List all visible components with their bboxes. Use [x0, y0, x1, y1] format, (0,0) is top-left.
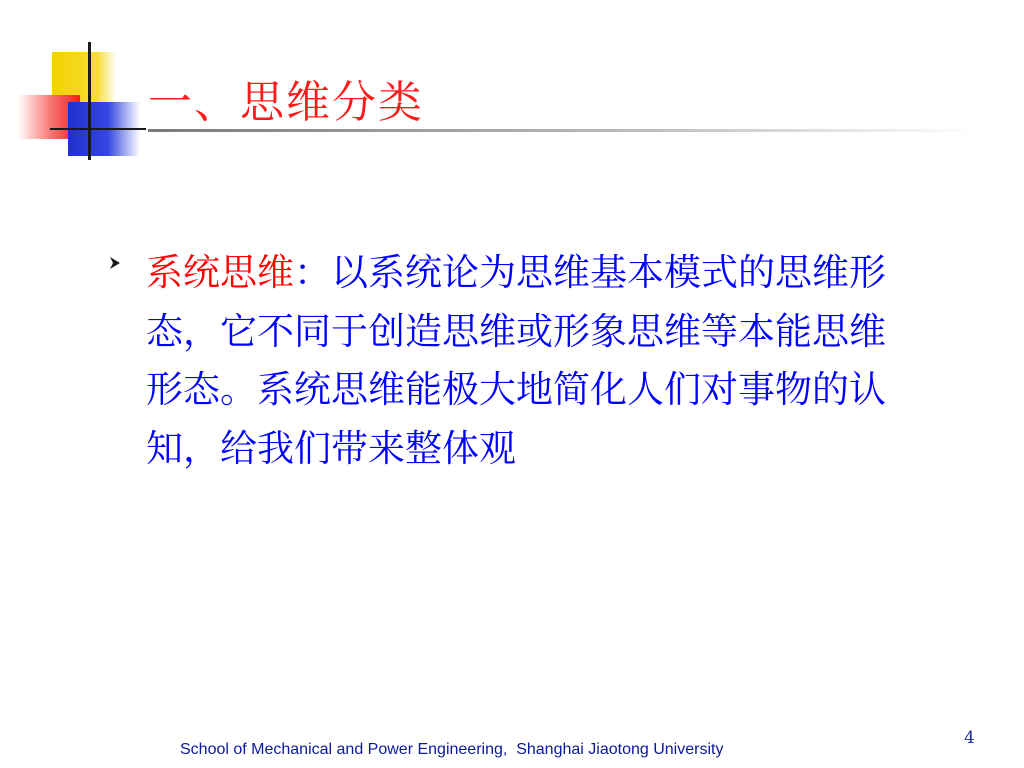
slide-title: 一、思维分类	[148, 77, 424, 128]
slide-footer: School of Mechanical and Power Engineering, Shanghai Jiaotong University	[180, 741, 724, 758]
bullet-text	[146, 244, 906, 478]
page-number: 4	[964, 728, 975, 748]
bullet-term: 系统思维	[146, 251, 294, 294]
arrow-bullet-icon	[108, 256, 122, 270]
decor-horizontal-line	[50, 128, 146, 130]
decor-vertical-line	[88, 42, 91, 160]
bullet-body: ：以系统论为思维基本模式的思维形态，它不同于创造思维或形象思维等本能思维形态。系统思维能极大地简化人们对事物的认知，给我们带来整体观	[146, 251, 886, 470]
